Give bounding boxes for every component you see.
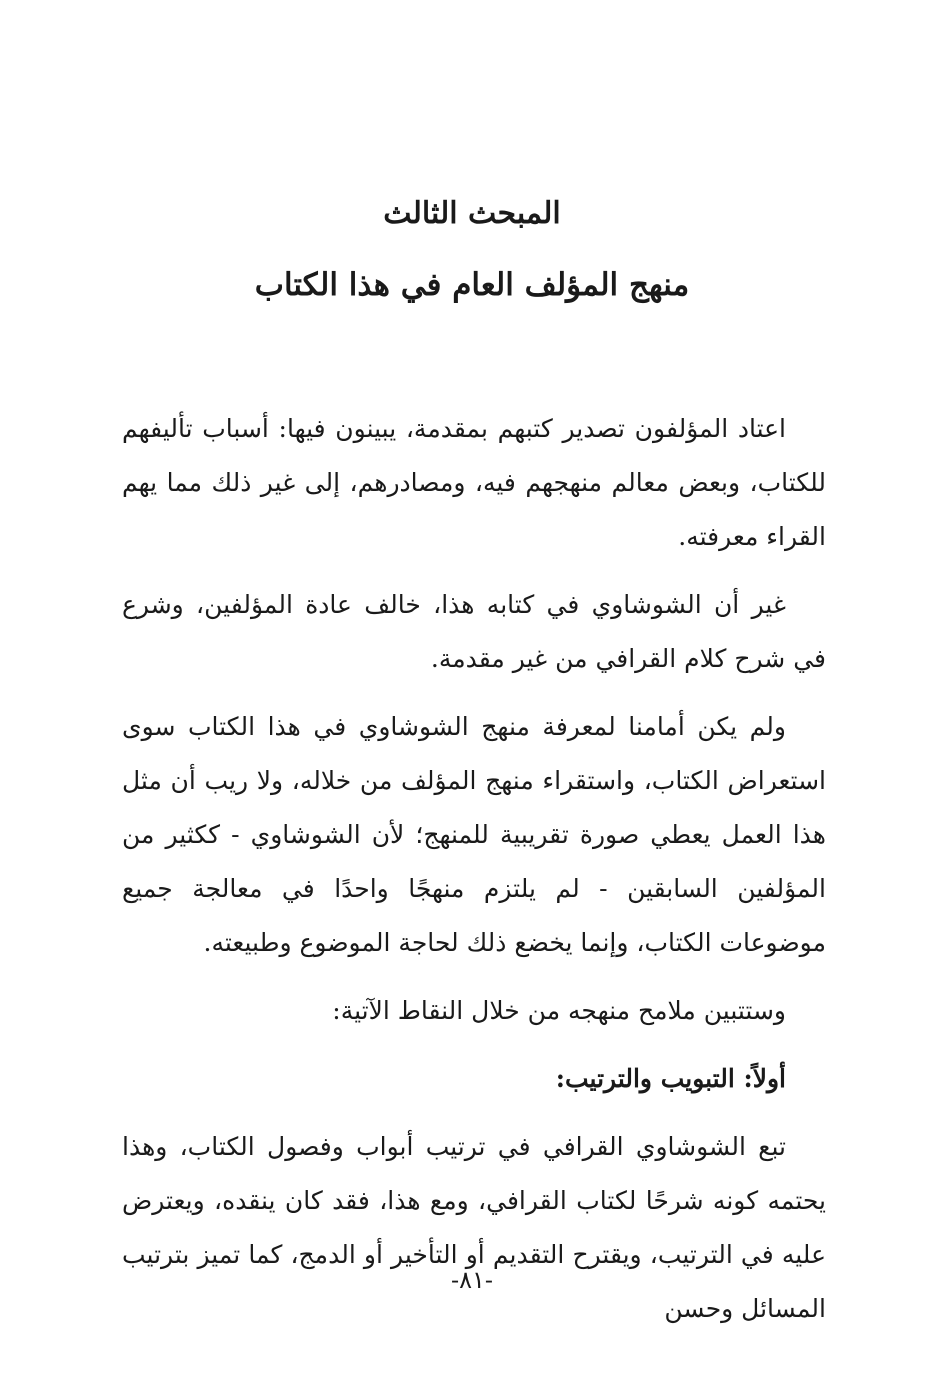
- paragraph-points-intro: وستتبين ملامح منهجه من خلال النقاط الآتية:: [332, 996, 786, 1025]
- page-number: -٨١-: [451, 1266, 493, 1294]
- paragraph-intro: اعتاد المؤلفون تصدير كتبهم بمقدمة، يبينون فيها: أسباب تأليفهم للكتاب، وبعض معالم منهجهم فيه، ومصادرهم، إلى غير ذلك مما يهم القراء معرفته.: [122, 414, 826, 551]
- paragraph-arrangement: تبع الشوشاوي القرافي في ترتيب أبواب وفصول الكتاب، وهذا يحتمه كونه شرحًا لكتاب القرافي، ومع هذا، فقد كان ينقده، ويعترض عليه في الترتيب، ويقترح التقديم أو التأخير أو الدمج، كما تميز بترتيب المسائل وحسن: [122, 1132, 826, 1323]
- section-number-heading: المبحث الثالث: [383, 196, 561, 231]
- section-title-heading: منهج المؤلف العام في هذا الكتاب: [254, 267, 690, 303]
- subheading-first-point: أولاً: التبويب والترتيب:: [555, 1064, 786, 1093]
- paragraph-shushawi-exception: غير أن الشوشاوي في كتابه هذا، خالف عادة المؤلفين، وشرع في شرح كلام القرافي من غير مقدمة.: [122, 590, 826, 673]
- paragraph-method: ولم يكن أمامنا لمعرفة منهج الشوشاوي في هذا الكتاب سوى استعراض الكتاب، واستقراء منهج المؤلف من خلاله، ولا ريب أن مثل هذا العمل يعطي صورة تقريبية للمنهج؛ لأن الشوشاوي - ككثير من المؤلفين السابقين - لم يلتزم منهجًا واحدًا في معالجة جميع موضوعات الكتاب، وإنما يخضع ذلك لحاجة الموضوع وطبيعته.: [122, 712, 826, 957]
- body-text: [122, 402, 826, 1350]
